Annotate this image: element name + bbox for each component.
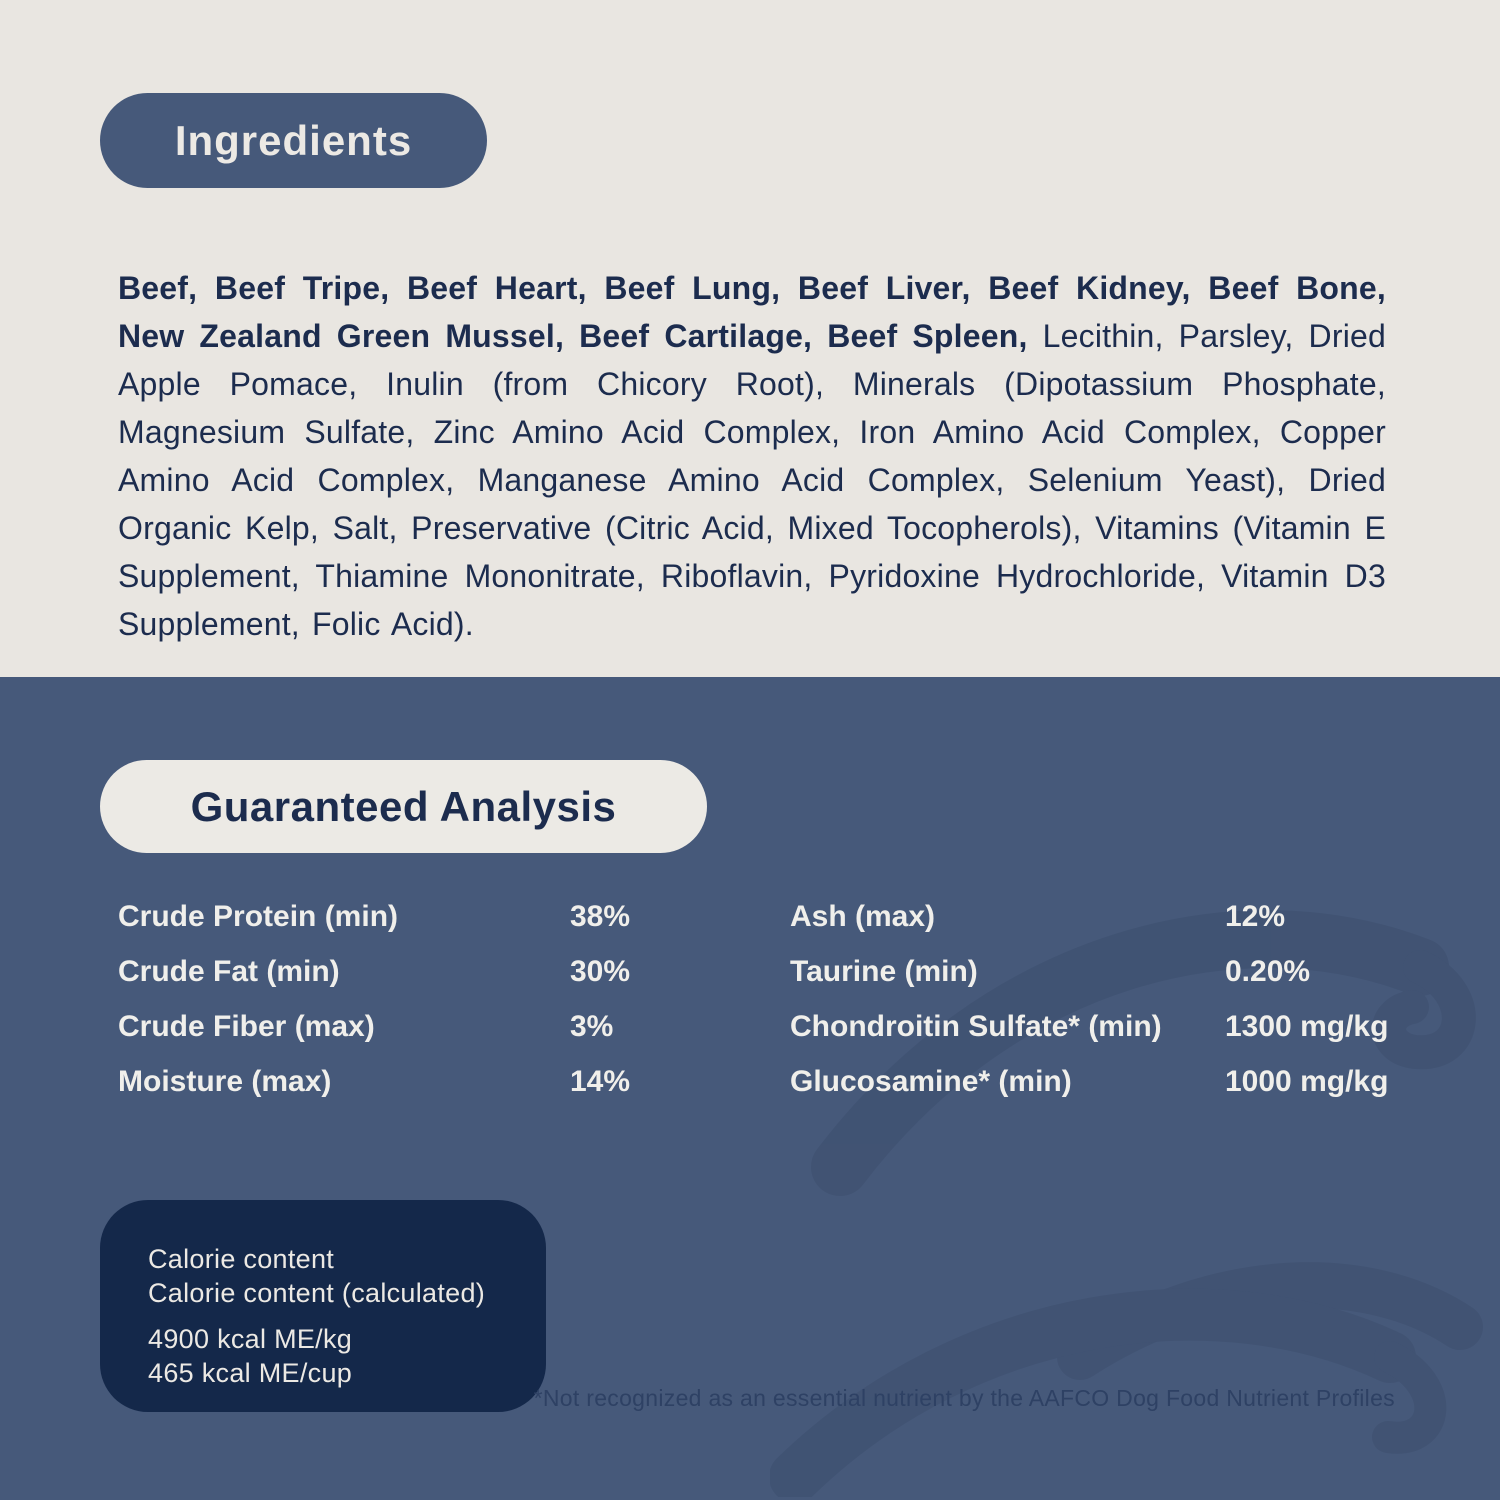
analysis-label: Taurine (min) — [790, 954, 978, 988]
calorie-line-3: 4900 kcal ME/kg — [148, 1324, 353, 1354]
analysis-table-left — [118, 889, 680, 1109]
ingredients-bold-text: Beef, Beef Tripe, Beef Heart, Beef Lung, Beef Liver, Beef Kidney, Beef Bone, New Zealand Green Mussel, Beef Cartilage, Beef Spleen, — [118, 270, 1386, 354]
analysis-row — [790, 1054, 1402, 1109]
analysis-row — [790, 999, 1402, 1054]
guaranteed-analysis-title: Guaranteed Analysis — [190, 782, 617, 830]
analysis-value: 0.20% — [1225, 954, 1311, 988]
ingredients-section — [0, 0, 1500, 677]
ingredients-regular-text: Lecithin, Parsley, Dried Apple Pomace, Inulin (from Chicory Root), Minerals (Dipotassium Phosphate, Magnesium Sulfate, Zinc Amino Acid Complex, Iron Amino Acid Complex, Copper Amino Acid Complex, Manganese Amino Acid Complex, Selenium Yeast), Dried Organic Kelp, Salt, Preservative (Citric Acid, Mixed Tocopherols), Vitamins (Vitamin E Supplement, Thiamine Mononitrate, Riboflavin, Pyridoxine Hydrochloride, Vitamin D3 Supplement, Folic Acid). — [118, 318, 1386, 642]
calorie-line-2: Calorie content (calculated) — [148, 1278, 486, 1308]
guaranteed-analysis-title-pill — [100, 760, 707, 853]
analysis-label: Crude Fat (min) — [118, 954, 340, 988]
calorie-line-1: Calorie content — [148, 1244, 335, 1274]
analysis-value: 38% — [570, 899, 631, 933]
analysis-label: Glucosamine* (min) — [790, 1064, 1072, 1098]
analysis-value: 14% — [570, 1064, 631, 1098]
ingredients-title-pill — [100, 93, 487, 188]
analysis-value: 1000 mg/kg — [1225, 1064, 1389, 1098]
ingredients-title: Ingredients — [174, 116, 413, 164]
analysis-label: Ash (max) — [790, 899, 936, 933]
analysis-value: 30% — [570, 954, 631, 988]
analysis-value: 3% — [570, 1009, 614, 1043]
analysis-label: Chondroitin Sulfate* (min) — [790, 1009, 1162, 1043]
analysis-label: Crude Protein (min) — [118, 899, 399, 933]
ingredients-paragraph — [118, 264, 1386, 648]
calorie-content-box — [100, 1200, 546, 1412]
analysis-label: Moisture (max) — [118, 1064, 332, 1098]
calorie-line-4: 465 kcal ME/cup — [148, 1358, 353, 1388]
analysis-row — [790, 944, 1402, 999]
analysis-label: Crude Fiber (max) — [118, 1009, 375, 1043]
analysis-row — [790, 889, 1402, 944]
analysis-value: 1300 mg/kg — [1225, 1009, 1389, 1043]
guaranteed-analysis-section — [0, 677, 1500, 1500]
analysis-table-right — [790, 889, 1402, 1109]
analysis-row — [118, 889, 680, 944]
analysis-row — [118, 944, 680, 999]
calorie-gap — [148, 1310, 546, 1322]
aafco-footnote: *Not recognized as an essential nutrient by the AAFCO Dog Food Nutrient Profiles — [533, 1385, 1395, 1411]
analysis-row — [118, 1054, 680, 1109]
analysis-value: 12% — [1225, 899, 1286, 933]
analysis-row — [118, 999, 680, 1054]
